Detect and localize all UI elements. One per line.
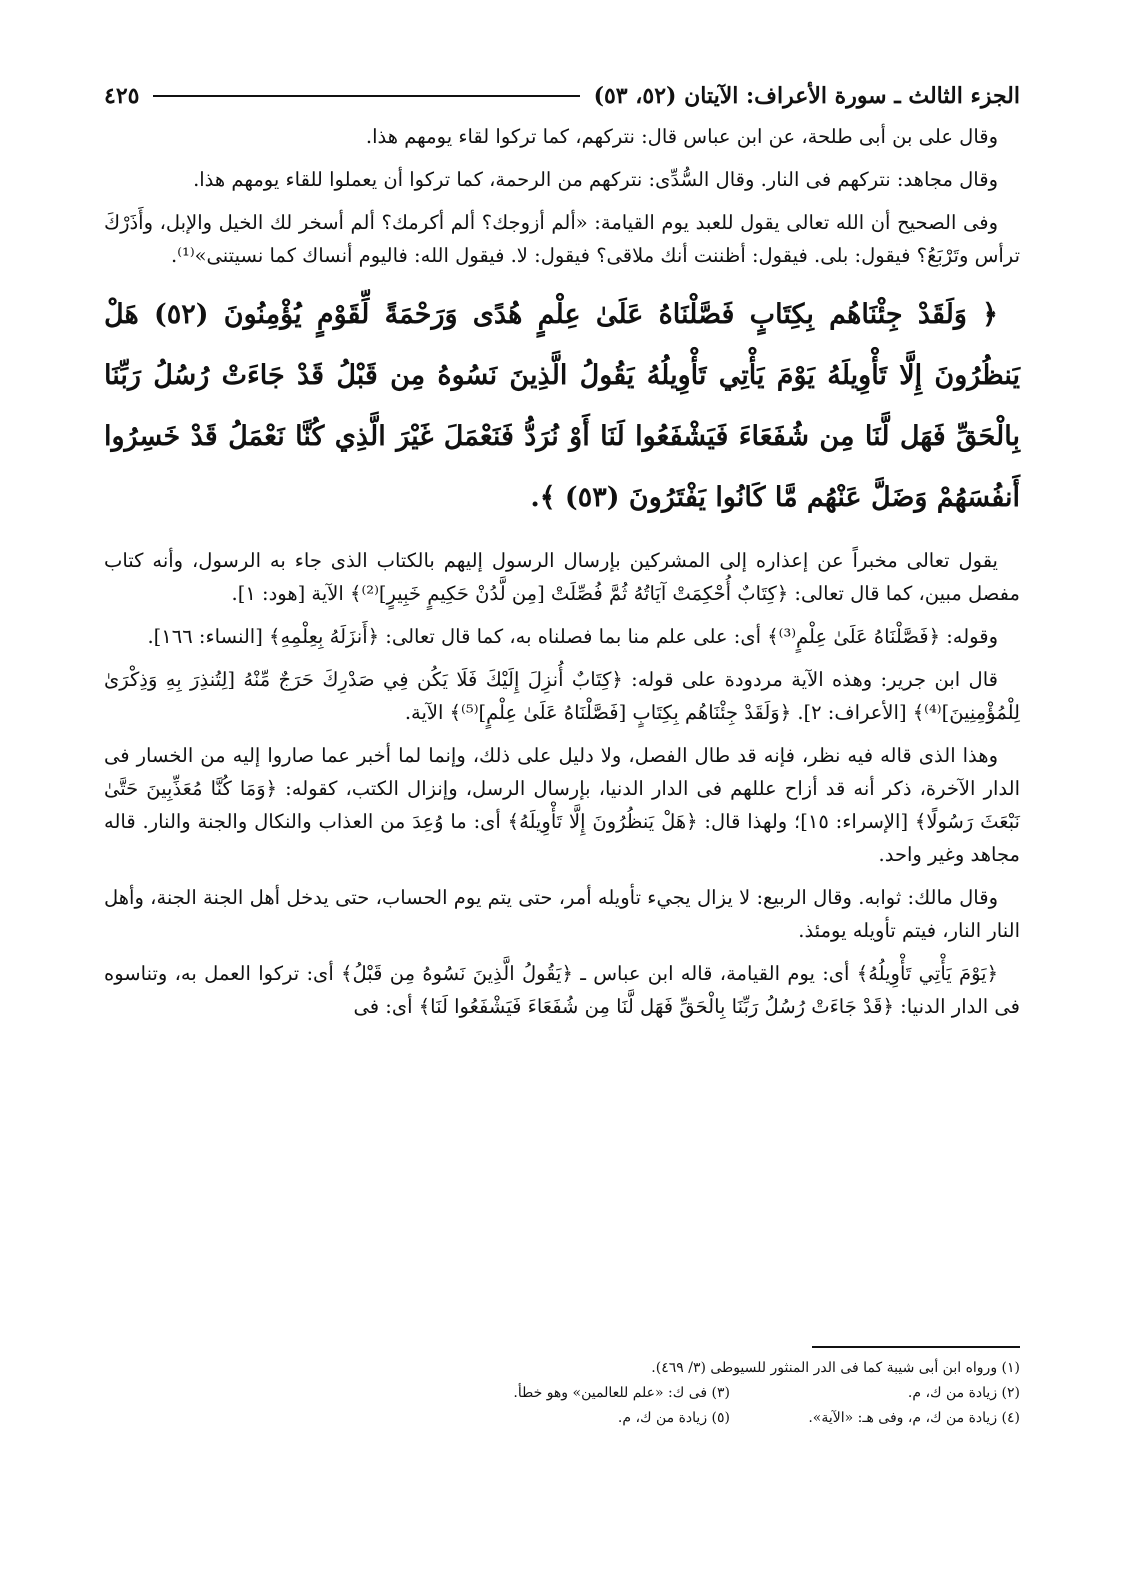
footnote-5: (٥) زيادة من ك، م. <box>617 1410 730 1426</box>
footnote-2: (٢) زيادة من ك، م. <box>907 1385 1020 1401</box>
body-text <box>104 120 1020 1023</box>
paragraph: قال ابن جرير: وهذه الآية مردودة على قوله: ﴿كِتَابٌ أُنزِلَ إِلَيْكَ فَلَا يَكُن فِي صَدْرِكَ حَرَجٌ مِّنْهُ [لِتُنذِرَ بِهِ وَذِكْرَىٰ لِلْمُؤْمِنِينَ]⁽⁴⁾﴾ [الأعراف: ٢]. ﴿وَلَقَدْ جِئْنَاهُم بِكِتَابٍ [فَصَّلْنَاهُ عَلَىٰ عِلْمٍ]⁽⁵⁾﴾ الآية. <box>104 668 1020 724</box>
running-header-title: الجزء الثالث ـ سورة الأعراف: الآيتان (٥٢، ٥٣) <box>593 83 1020 109</box>
footnote-row <box>104 1406 1020 1431</box>
paragraph: وقال مجاهد: نتركهم فى النار. وقال السُّدِّى: نتركهم من الرحمة، كما تركوا أن يعملوا للقاء يومهم هذا. <box>193 168 998 191</box>
paragraph: يقول تعالى مخبراً عن إعذاره إلى المشركين بإرسال الرسول إليهم بالكتاب الذى جاء به الرسول، وأنه كتاب مفصل مبين، كما قال تعالى: ﴿كِتَابٌ أُحْكِمَتْ آيَاتُهُ ثُمَّ فُصِّلَتْ [مِن لَّدُنْ حَكِيمٍ خَبِيرٍ]⁽²⁾﴾ الآية [هود: ١]. <box>104 549 1020 605</box>
paragraph: وقال مالك: ثوابه. وقال الربيع: لا يزال يجيء تأويله أمر، حتى يتم يوم الحساب، حتى يدخل أهل الجنة الجنة، وأهل النار النار، فيتم تأويله يومئذ. <box>104 886 1020 942</box>
footnote-row <box>104 1356 1020 1381</box>
paragraph: ﴿يَوْمَ يَأْتِي تَأْوِيلُهُ﴾ أى: يوم القيامة، قاله ابن عباس ـ ﴿يَقُولُ الَّذِينَ نَسُوهُ مِن قَبْلُ﴾ أى: تركوا العمل به، وتناسوه فى الدار الدنيا: ﴿قَدْ جَاءَتْ رُسُلُ رَبِّنَا بِالْحَقِّ فَهَل لَّنَا مِن شُفَعَاءَ فَيَشْفَعُوا لَنَا﴾ أى: فى <box>104 962 1020 1018</box>
footnote-1: (١) ورواه ابن أبى شيبة كما فى الدر المنثور للسيوطى (٣/ ٤٦٩). <box>651 1360 1020 1376</box>
footnote-rule <box>812 1346 1020 1348</box>
header-rule <box>153 95 579 97</box>
footnote-row <box>104 1381 1020 1406</box>
footnotes <box>104 1356 1020 1431</box>
paragraph: وقال على بن أبى طلحة، عن ابن عباس قال: نتركهم، كما تركوا لقاء يومهم هذا. <box>365 125 998 148</box>
paragraph: وفى الصحيح أن الله تعالى يقول للعبد يوم القيامة: «ألم أزوجك؟ ألم أكرمك؟ ألم أسخر لك الخيل والإبل، وأَذَرْكَ ترأس وتَرْبَعُ؟ فيقول: بلى. فيقول: أظننت أنك ملاقى؟ فيقول: لا. فيقول الله: فاليوم أنساك كما نسيتنى»⁽¹⁾. <box>104 211 1020 267</box>
book-page <box>104 78 1020 1528</box>
running-header <box>104 78 1020 114</box>
footnote-3: (٣) فى ك: «علم للعالمين» وهو خطأ. <box>513 1385 730 1401</box>
page-number: ٤٢٥ <box>104 83 140 109</box>
footnote-4: (٤) زيادة من ك، م، وفى هـ: «الآية». <box>808 1410 1020 1426</box>
paragraph: وقوله: ﴿فَصَّلْنَاهُ عَلَىٰ عِلْمٍ⁽³⁾﴾ أى: على علم منا بما فصلناه به، كما قال تعالى: ﴿أَنزَلَهُ بِعِلْمِهِ﴾ [النساء: ١٦٦]. <box>147 625 998 648</box>
paragraph: وهذا الذى قاله فيه نظر، فإنه قد طال الفصل، ولا دليل على ذلك، وإنما لما أخبر عما صاروا إليه من الخسار فى الدار الآخرة، ذكر أنه قد أزاح عللهم فى الدار الدنيا، بإرسال الرسل، وإنزال الكتب، كقوله: ﴿وَمَا كُنَّا مُعَذِّبِينَ حَتَّىٰ نَبْعَثَ رَسُولًا﴾ [الإسراء: ١٥]؛ ولهذا قال: ﴿هَلْ يَنظُرُونَ إِلَّا تَأْوِيلَهُ﴾ أى: ما وُعِدَ من العذاب والنكال والجنة والنار. قاله مجاهد وغير واحد. <box>104 744 1020 866</box>
quran-verse-block: ﴿ وَلَقَدْ جِئْنَاهُم بِكِتَابٍ فَصَّلْنَاهُ عَلَىٰ عِلْمٍ هُدًى وَرَحْمَةً لِّقَوْمٍ يُؤْمِنُونَ (٥٢) هَلْ يَنظُرُونَ إِلَّا تَأْوِيلَهُ يَوْمَ يَأْتِي تَأْوِيلُهُ يَقُولُ الَّذِينَ نَسُوهُ مِن قَبْلُ قَدْ جَاءَتْ رُسُلُ رَبِّنَا بِالْحَقِّ فَهَل لَّنَا مِن شُفَعَاءَ فَيَشْفَعُوا لَنَا أَوْ نُرَدُّ فَنَعْمَلَ غَيْرَ الَّذِي كُنَّا نَعْمَلُ قَدْ خَسِرُوا أَنفُسَهُمْ وَضَلَّ عَنْهُم مَّا كَانُوا يَفْتَرُونَ (٥٣) ﴾. <box>104 299 1020 513</box>
